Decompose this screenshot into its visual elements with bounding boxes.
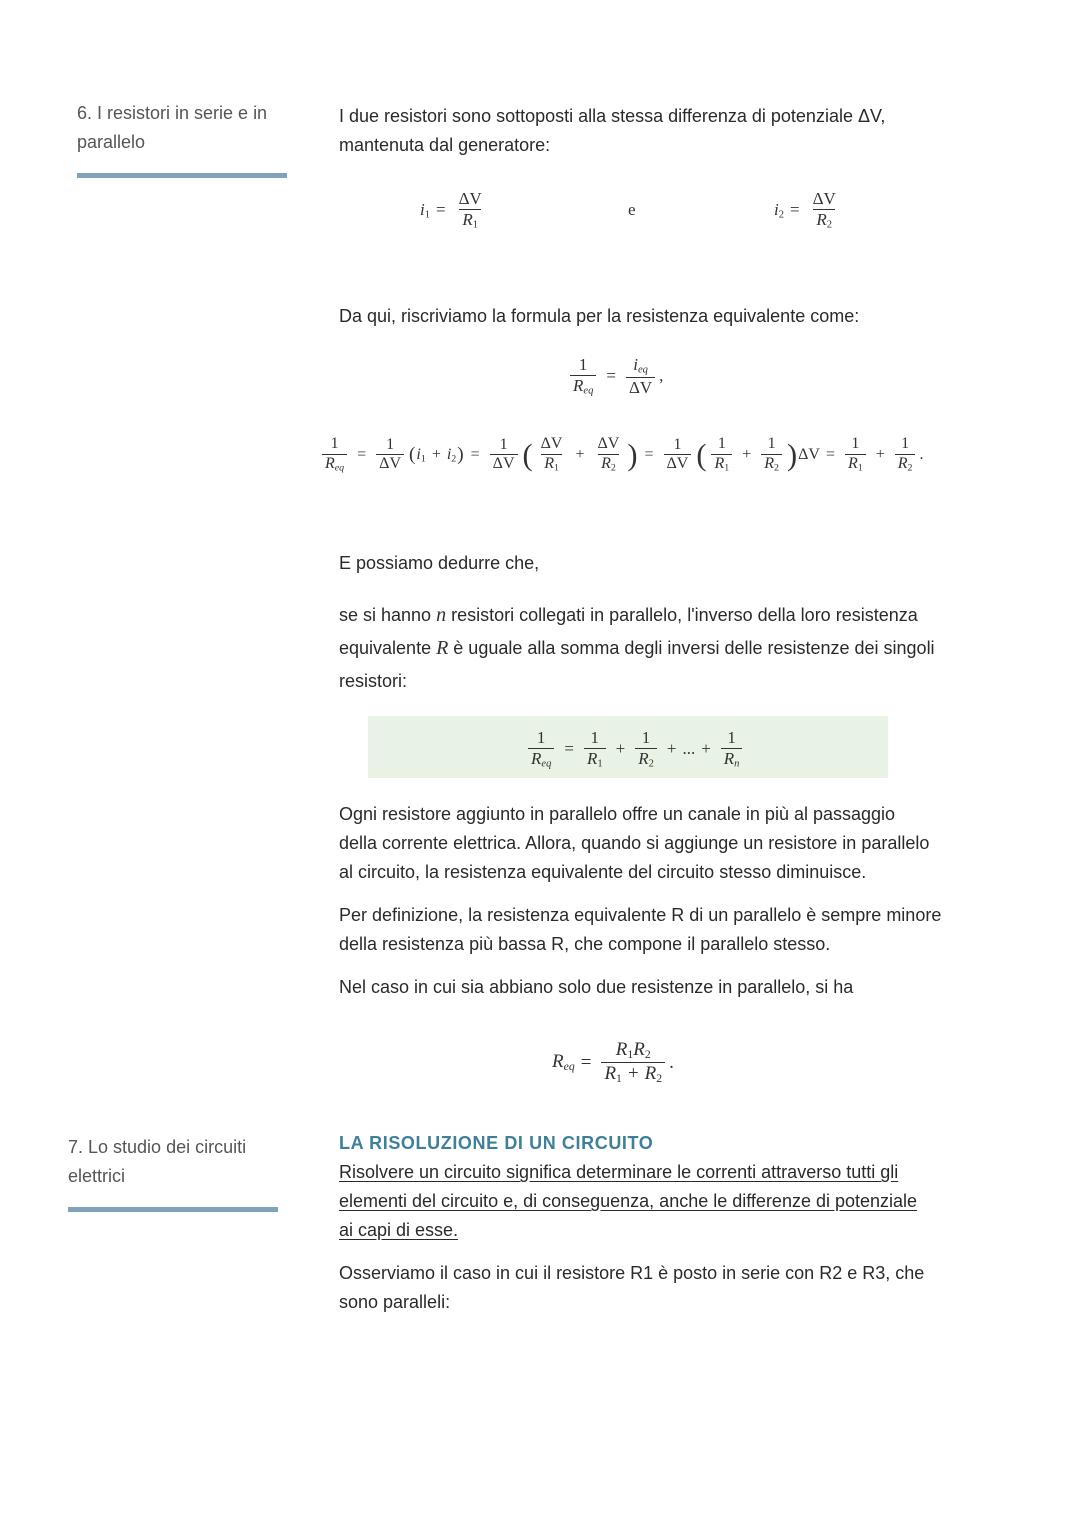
text-line: Ogni resistore aggiunto in parallelo offre un canale in più al passaggio bbox=[339, 804, 896, 824]
math-symbol: $i_1$ bbox=[420, 199, 430, 221]
text-line: ai capi di esse. bbox=[339, 1220, 459, 1240]
fraction-denominator: $R_{eq}$ bbox=[570, 375, 596, 397]
fraction bbox=[570, 356, 596, 397]
fraction-numerator: $i_{eq}$ bbox=[633, 355, 648, 376]
math-operator: = bbox=[606, 366, 616, 386]
text-line: Risolvere un circuito significa determinare le correnti attraverso tutti gli bbox=[339, 1162, 899, 1182]
math-operator: = bbox=[790, 200, 800, 220]
paragraph-n-resistors-rule bbox=[339, 599, 989, 698]
fraction-numerator: ΔV bbox=[812, 189, 836, 208]
text-line: equivalente R è uguale alla somma degli inversi delle resistenze dei singoli bbox=[339, 637, 935, 659]
paragraph-solve-circuit-definition bbox=[339, 1158, 989, 1245]
text-line: Per definizione, la resistenza equivalente R di un parallelo è sempre minore bbox=[339, 905, 942, 925]
section-6-title-line2: parallelo bbox=[77, 132, 146, 152]
fraction-numerator: ΔV bbox=[458, 189, 482, 208]
formula-current-i1 bbox=[420, 190, 489, 231]
paragraph-rewrite-formula bbox=[339, 302, 989, 331]
fraction-denominator: $R_2$ bbox=[813, 209, 835, 231]
math-punctuation: , bbox=[659, 366, 664, 386]
section-7-divider bbox=[68, 1207, 278, 1212]
text-line: della corrente elettrica. Allora, quando si aggiunge un resistore in parallelo bbox=[339, 833, 930, 853]
text-line: mantenuta dal generatore: bbox=[339, 135, 551, 155]
text-line: Osserviamo il caso in cui il resistore R1 è posto in serie con R2 e R3, che bbox=[339, 1263, 925, 1283]
text-line: sono paralleli: bbox=[339, 1292, 451, 1312]
paragraph-added-resistor bbox=[339, 800, 989, 887]
fraction-denominator: ΔV bbox=[626, 377, 655, 397]
text-line: I due resistori sono sottoposti alla stessa differenza di potenziale ΔV, bbox=[339, 106, 886, 126]
formula-inverse-req bbox=[566, 356, 663, 397]
formula-two-resistors: $R_{eq}$ = $\frac{R_1R_2}{R_1 + R_2}$ . bbox=[552, 1039, 674, 1086]
conjunction-e: e bbox=[628, 200, 636, 219]
math-operator: = bbox=[436, 200, 446, 220]
section-6-title-line1: 6. I resistori in serie e in bbox=[77, 103, 268, 123]
paragraph-definition bbox=[339, 901, 989, 959]
text-line: Nel caso in cui sia abbiano solo due resistenze in parallelo, si ha bbox=[339, 977, 854, 997]
text-line: se si hanno n resistori collegati in parallelo, l'inverso della loro resistenza bbox=[339, 604, 918, 626]
formula-parallel-general: $\frac{1}{R_{eq}}$ = $\frac{1}{R_1}$ + $\frac{1}{R_2}$ + ... + $\frac{1}{R_n}$ bbox=[524, 729, 746, 770]
text-line: E possiamo dedurre che, bbox=[339, 553, 540, 573]
section-7-title-line2: elettrici bbox=[68, 1166, 126, 1186]
text-line: della resistenza più bassa R, che compone il parallelo stesso. bbox=[339, 934, 831, 954]
text-line: Da qui, riscriviamo la formula per la resistenza equivalente come: bbox=[339, 306, 860, 326]
fraction bbox=[456, 190, 485, 231]
section-6-title bbox=[77, 99, 287, 178]
section-7-title bbox=[68, 1133, 278, 1212]
fraction-numerator: 1 bbox=[578, 355, 588, 374]
section-7-title-line1: 7. Lo studio dei circuiti bbox=[68, 1137, 247, 1157]
text-line: elementi del circuito e, di conseguenza, anche le differenze di potenziale bbox=[339, 1191, 918, 1211]
formula-current-i2 bbox=[774, 190, 843, 231]
fraction bbox=[626, 356, 655, 397]
formula-derivation-parallel: $\frac{1}{R_{eq}}$ = $\frac{1}{\Delta V}$ ( $i_1$ + $i_2$ ) = $\frac{1}{\Delta V}$ ( $\frac{\Delta V}{R_1}$ + $\frac{\Delta V}{R_2}$ ) = $\frac{1}{\Delta V}$ ( $\frac{1}{R_1}$ + $\frac{1}{R_2}$ ) ΔV = $\frac{1}{R_1}$ + $\frac{1}{R_2}$ . bbox=[318, 436, 923, 474]
fraction bbox=[810, 190, 839, 231]
paragraph-deduce bbox=[339, 549, 989, 578]
fraction-denominator: $R_1$ bbox=[459, 209, 481, 231]
section-6-divider bbox=[77, 173, 287, 178]
paragraph-two-resistors bbox=[339, 973, 989, 1002]
paragraph-potential-difference bbox=[339, 102, 989, 160]
heading-circuit-resolution: LA RISOLUZIONE DI UN CIRCUITO bbox=[339, 1133, 654, 1153]
text-line: resistori: bbox=[339, 671, 408, 691]
math-symbol: $i_2$ bbox=[774, 199, 784, 221]
paragraph-example-circuit bbox=[339, 1259, 989, 1317]
text-line: al circuito, la resistenza equivalente del circuito stesso diminuisce. bbox=[339, 862, 867, 882]
